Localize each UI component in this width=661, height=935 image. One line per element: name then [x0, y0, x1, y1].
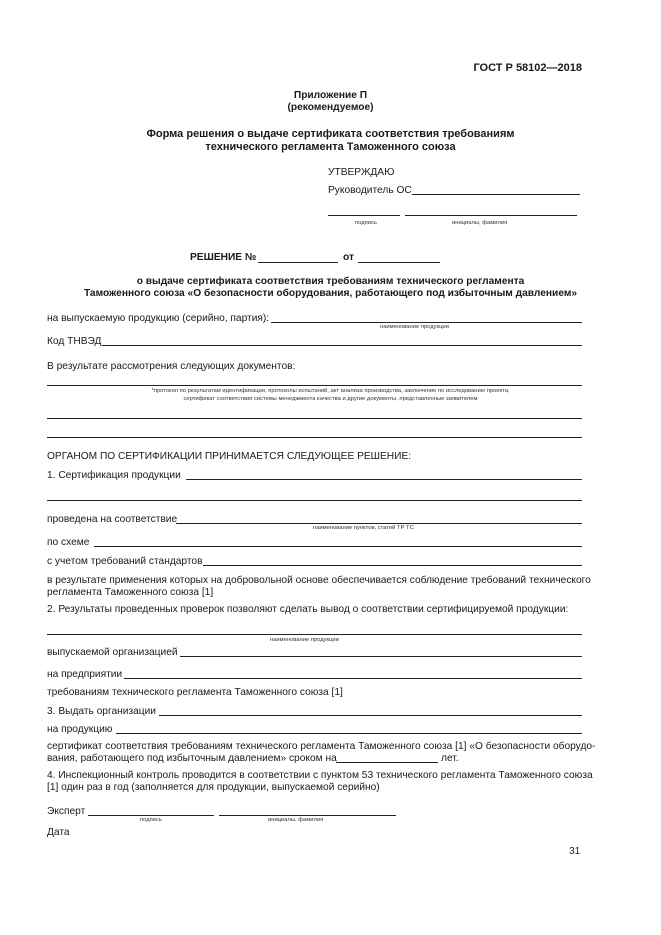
approve-label: УТВЕРЖДАЮ: [328, 167, 395, 178]
expert-signature-caption: подпись: [140, 817, 162, 823]
decision-number-line: [258, 262, 338, 263]
date-label: Дата: [47, 827, 70, 838]
item2-line: [47, 634, 582, 635]
decision-number-label: РЕШЕНИЕ №: [190, 252, 257, 263]
page-number: 31: [569, 846, 581, 857]
item1-label: 1. Сертификация продукции: [47, 470, 181, 481]
product-line: [116, 733, 582, 734]
head-name-caption: инициалы, фамилия: [452, 220, 508, 226]
products-line: [271, 322, 582, 323]
standard-number: ГОСТ Р 58102—2018: [473, 62, 582, 74]
term-line: [336, 762, 438, 763]
voluntary-line1: в результате применения которых на добровольной основе обеспечивается соблюдение требований технического: [47, 575, 591, 586]
expert-name-caption: инициалы, фамилия: [268, 817, 324, 823]
expert-name-line: [219, 815, 396, 816]
item4-line2: [1] один раз в год (заполняется для продукции, выпускаемой серийно): [47, 782, 380, 793]
decision-date-line: [358, 262, 440, 263]
item4-line1: 4. Инспекционный контроль проводится в соответствии с пунктом 53 технического регламента Таможенного союза: [47, 770, 593, 781]
standards-label: с учетом требований стандартов: [47, 556, 203, 567]
scheme-label: по схеме: [47, 537, 90, 548]
decision-from-label: от: [343, 252, 354, 263]
conducted-line: [176, 523, 582, 524]
form-title-line1: Форма решения о выдаче сертификата соответствия требованиям: [146, 128, 515, 140]
requirements-label: требованиям технического регламента Таможенного союза [1]: [47, 687, 343, 698]
documents-caption-1: *протокол по результатам идентификации, протоколы испытаний, акт анализа производства, заключение по исследованию проекта,: [151, 388, 510, 394]
standards-line: [203, 565, 582, 566]
products-caption: наименование продукции: [380, 324, 449, 330]
enterprise-label: на предприятии: [47, 669, 123, 680]
item1-line-2: [47, 500, 582, 501]
org-label: выпускаемой организацией: [47, 647, 178, 658]
documents-line-2: [47, 418, 582, 419]
products-label: на выпускаемую продукцию (серийно, партия):: [47, 313, 270, 324]
conducted-caption: наименование пунктов, статей ТР ТС: [313, 525, 414, 531]
expert-label: Эксперт: [47, 806, 86, 817]
item2-caption: наименование продукции: [270, 637, 339, 643]
tnved-label: Код ТНВЭД: [47, 336, 102, 347]
item3-label: 3. Выдать организации: [47, 706, 156, 717]
term-unit: лет.: [441, 753, 459, 764]
product-label: на продукцию: [47, 724, 113, 735]
expert-signature-line: [88, 815, 214, 816]
head-label: Руководитель ОС: [328, 185, 412, 196]
conducted-label: проведена на соответствие: [47, 514, 178, 525]
item1-line: [186, 479, 582, 480]
documents-label: В результате рассмотрения следующих документов:: [47, 361, 296, 372]
enterprise-line: [124, 678, 582, 679]
decision-heading: ОРГАНОМ ПО СЕРТИФИКАЦИИ ПРИНИМАЕТСЯ СЛЕДУЮЩЕЕ РЕШЕНИЕ:: [47, 451, 412, 462]
head-line: [412, 194, 580, 195]
certificate-line1: сертификат соответствия требованиям технического регламента Таможенного союза [1] «О безопасности оборудо-: [47, 741, 596, 752]
documents-line-3: [47, 437, 582, 438]
documents-caption-2: сертификат соответствия системы менеджмента качества и другие документы, представленные заявителем: [183, 396, 478, 402]
head-signature-line: [328, 215, 400, 216]
certificate-line2: вания, работающего под избыточным давлением» сроком на: [47, 753, 337, 764]
item3-line: [159, 715, 582, 716]
head-name-line: [405, 215, 577, 216]
scheme-line: [94, 546, 582, 547]
voluntary-line2: регламента Таможенного союза [1]: [47, 587, 214, 598]
appendix-title: Приложение П: [293, 90, 368, 101]
tnved-line: [102, 345, 582, 346]
head-signature-caption: подпись: [355, 220, 377, 226]
form-title-line2: технического регламента Таможенного союза: [205, 141, 456, 153]
org-line: [180, 656, 582, 657]
item2-label: 2. Результаты проведенных проверок позволяют сделать вывод о соответствии сертифицируемой продукции:: [47, 604, 569, 615]
decision-subject-line2: Таможенного союза «О безопасности оборудования, работающего под избыточным давлением»: [83, 288, 578, 299]
appendix-subtitle: (рекомендуемое): [287, 102, 374, 113]
decision-subject-line1: о выдаче сертификата соответствия требованиям технического регламента: [136, 276, 525, 287]
documents-line-1: [47, 385, 582, 386]
